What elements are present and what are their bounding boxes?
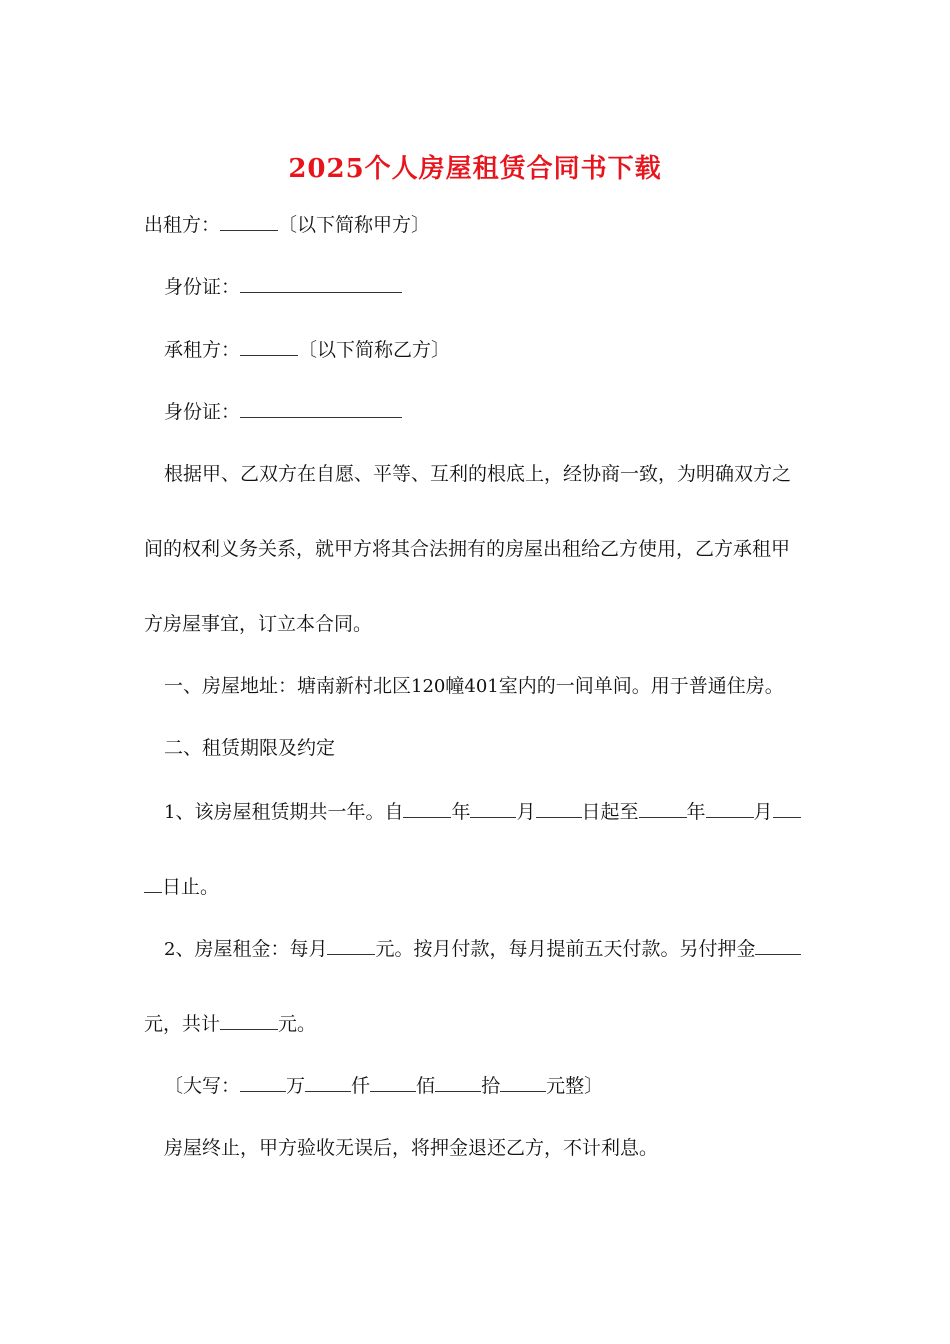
document-title: 2025个人房屋租赁合同书下载	[288, 154, 662, 184]
end-year-blank	[639, 797, 687, 818]
clause2-total-line	[144, 1009, 316, 1038]
clause2-text-b: 元。按月付款，每月提前五天付款。另付押金	[375, 938, 756, 960]
start-month-blank	[470, 797, 516, 818]
lessee-line	[164, 335, 450, 364]
clause1-end-text: 日止。	[162, 876, 220, 898]
clause2-number: 2	[164, 939, 176, 960]
section1-room-number: 401	[464, 676, 499, 697]
deposit-blank	[755, 934, 801, 955]
clause2-line	[164, 934, 801, 964]
intro-line-3: 方房屋事宜，订立本合同。	[144, 613, 373, 635]
lessor-line	[144, 210, 430, 239]
lessor-id-line	[164, 272, 402, 301]
capital-open: 〔大写：	[164, 1075, 241, 1097]
intro-line-2: 间的权利义务关系，就甲方将其合法拥有的房屋出租给乙方使用，乙方承租甲	[144, 538, 791, 560]
clause1-number: 1	[164, 802, 176, 823]
qian-blank	[305, 1071, 351, 1092]
end-day-blank-b	[144, 872, 162, 893]
clause1-text: 、该房屋租赁期共一年。自	[175, 801, 404, 823]
end-month-blank	[706, 797, 754, 818]
capital-shi: 拾	[481, 1075, 501, 1097]
clause1-end-month-label: 月	[753, 801, 773, 823]
capital-wan: 万	[286, 1075, 306, 1097]
lessee-suffix: 〔以下简称乙方〕	[298, 339, 451, 361]
yuan-blank	[500, 1071, 546, 1092]
lessee-blank	[240, 335, 298, 356]
wan-blank	[240, 1071, 286, 1092]
clause1-end-line	[144, 872, 219, 901]
lessor-id-blank	[240, 272, 402, 293]
clause1-year-label: 年	[451, 801, 471, 823]
lessor-id-label: 身份证：	[164, 276, 241, 298]
section1-address	[164, 672, 784, 701]
refund-line: 房屋终止，甲方验收无误后，将押金退还乙方，不计利息。	[164, 1137, 659, 1159]
capital-qian: 仟	[351, 1075, 371, 1097]
clause2-text-c: 元，共计	[144, 1013, 221, 1035]
clause1-end-year-label: 年	[686, 801, 706, 823]
end-day-blank-a	[773, 797, 801, 818]
section2-heading: 二、租赁期限及约定	[164, 737, 336, 759]
shi-blank	[435, 1071, 481, 1092]
bai-blank	[370, 1071, 416, 1092]
lessor-blank	[220, 210, 278, 231]
section1-suffix: 室内的一间单间。用于普通住房。	[498, 675, 784, 697]
start-day-blank	[536, 797, 582, 818]
section1-building-number: 120	[411, 676, 446, 697]
lessee-id-label: 身份证：	[164, 401, 241, 423]
lessor-label: 出租方：	[144, 214, 221, 236]
intro-line-1: 根据甲、乙双方在自愿、平等、互利的根底上，经协商一致，为明确双方之	[164, 463, 792, 485]
start-year-blank	[403, 797, 451, 818]
clause1-line	[164, 797, 801, 827]
section1-building-label: 幢	[445, 675, 465, 697]
monthly-rent-blank	[327, 934, 375, 955]
total-blank	[220, 1009, 278, 1030]
lessee-label: 承租方：	[164, 339, 241, 361]
lessor-suffix: 〔以下简称甲方〕	[278, 214, 431, 236]
clause2-text-a: 、房屋租金：每月	[175, 938, 328, 960]
lessee-id-blank	[240, 397, 402, 418]
lessee-id-line	[164, 397, 402, 426]
capital-yuan: 元整〕	[546, 1075, 604, 1097]
clause1-from-label: 日起至	[581, 801, 639, 823]
clause1-month-label: 月	[516, 801, 536, 823]
capital-bai: 佰	[416, 1075, 436, 1097]
section1-prefix: 一、房屋地址：塘南新村北区	[164, 675, 412, 697]
clause2-text-d: 元。	[278, 1013, 317, 1035]
capital-amount-line	[164, 1071, 603, 1100]
